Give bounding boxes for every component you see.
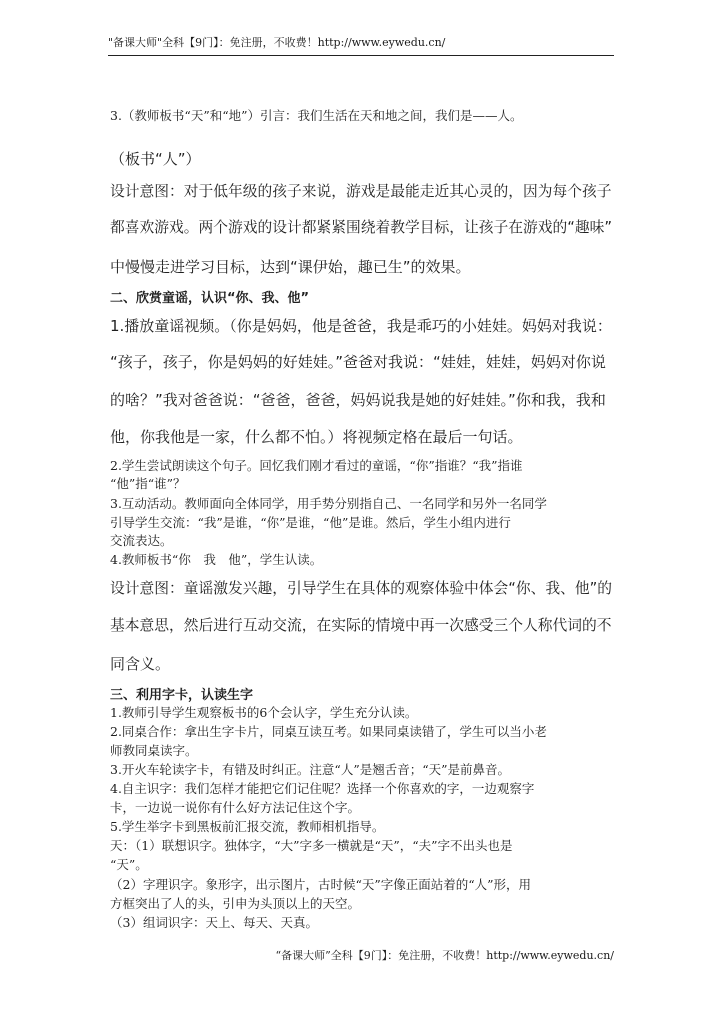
text-line: 的啥？”我对爸爸说：“爸爸，爸爸，妈妈说我是她的好娃娃。”你和我，我和 bbox=[110, 391, 606, 409]
text-line: 3.互动活动。教师面向全体同学，用手势分别指自己、一名同学和另外一名同学 bbox=[110, 496, 547, 511]
section-heading: 二、欣赏童谣，认识“你、我、他” bbox=[110, 291, 310, 306]
text-line: （板书“人”） bbox=[110, 150, 201, 168]
text-line: 4.自主识字：我们怎样才能把它们记住呢？选择一个你喜欢的字，一边观察字 bbox=[110, 781, 535, 796]
text-line: （3）组词识字：天上、每天、天真。 bbox=[110, 915, 318, 930]
text-line: 都喜欢游戏。两个游戏的设计都紧紧围绕着教学目标，让孩子在游戏的“趣味” bbox=[110, 219, 613, 236]
text-line: 引导学生交流：“我”是谁，“你”是谁，“他”是谁。然后，学生小组内进行 bbox=[110, 515, 511, 530]
text-line: 设计意图：童谣激发兴趣，引导学生在具体的观察体验中体会“你、我、他”的 bbox=[110, 580, 613, 597]
text-line: 1.播放童谣视频。（你是妈妈，他是爸爸，我是乖巧的小娃娃。妈妈对我说： bbox=[110, 317, 612, 335]
text-line: 2.同桌合作：拿出生字卡片，同桌互读互考。如果同桌读错了，学生可以当小老 bbox=[110, 724, 547, 739]
text-line: 5.学生举字卡到黑板前汇报交流，教师相机指导。 bbox=[110, 819, 385, 834]
text-line: （2）字理识字。象形字，出示图片，古时候“天”字像正面站着的“人”形，用 bbox=[110, 877, 532, 892]
text-line: 方框突出了人的头，引申为头顶以上的天空。 bbox=[110, 896, 361, 911]
text-line: 交流表达。 bbox=[110, 533, 173, 548]
text-line: 中慢慢走进学习目标，达到“课伊始，趣已生”的效果。 bbox=[110, 258, 471, 276]
text-line: 设计意图：对于低年级的孩子来说，游戏是最能走近其心灵的，因为每个孩子 bbox=[110, 183, 612, 200]
text-line: “他”指“谁”？ bbox=[110, 476, 186, 491]
page-footer: “备课大师”全科【9门】：免注册，不收费！http://www.eywedu.cn/ bbox=[275, 949, 614, 962]
text-line: “孩子，孩子，你是妈妈的好娃娃。”爸爸对我说：“娃娃，娃娃，妈妈对你说 bbox=[110, 353, 606, 371]
text-line: 师教同桌读字。 bbox=[110, 743, 198, 758]
text-line: “天”。 bbox=[110, 857, 148, 872]
section-heading: 三、利用字卡，认读生字 bbox=[110, 688, 254, 703]
text-line: 1.教师引导学生观察板书的6个会认字，学生充分认读。 bbox=[110, 705, 418, 720]
text-line: 卡，一边说一说你有什么好方法记住这个字。 bbox=[110, 800, 361, 815]
text-line: 2.学生尝试朗读这个句子。回忆我们刚才看过的童谣，“你”指谁？“我”指谁 bbox=[110, 458, 523, 473]
text-line: 他，你我他是一家，什么都不怕。）将视频定格在最后一句话。 bbox=[110, 428, 523, 446]
text-line: 同含义。 bbox=[110, 655, 171, 673]
text-line: 基本意思，然后进行互动交流，在实际的情境中再一次感受三个人称代词的不 bbox=[110, 617, 612, 634]
text-line: 天：（1）联想识字。独体字，“大”字多一横就是“天”，“夫”字不出头也是 bbox=[110, 838, 513, 853]
text-line: 3.开火车轮读字卡，有错及时纠正。注意“人”是翘舌音；“天”是前鼻音。 bbox=[110, 762, 510, 777]
text-line: 3.（教师板书“天”和“地”）引言：我们生活在天和地之间，我们是——人。 bbox=[110, 108, 523, 123]
text-line: 4.教师板书“你 我 他”，学生认读。 bbox=[110, 552, 323, 567]
page-header: "备课大师"全科【9门】：免注册，不收费！http://www.eywedu.cn/ bbox=[108, 36, 614, 56]
